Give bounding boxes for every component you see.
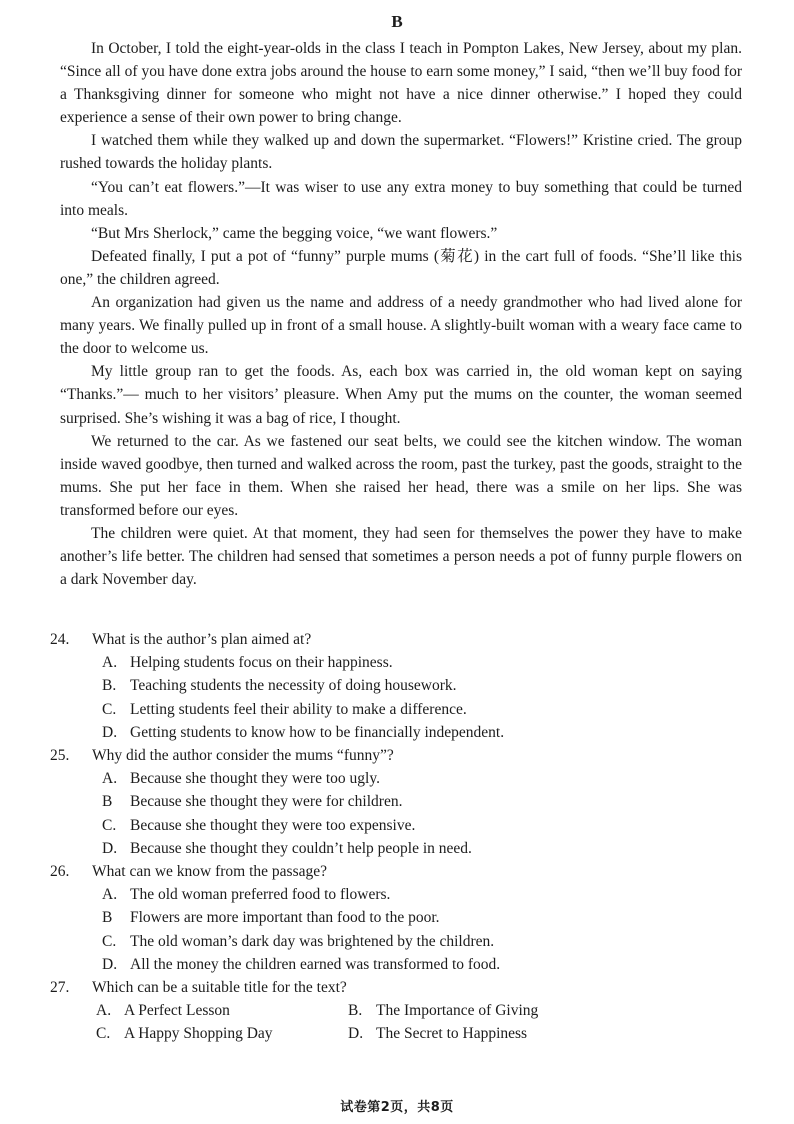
option-a[interactable] [102,767,750,790]
option-text: The Secret to Happiness [376,1025,528,1043]
option-letter: C. [102,816,117,834]
option-letter: C. [102,700,117,718]
question-number: 25. [50,747,70,765]
option-text: Because she thought they were too expensive. [130,816,416,834]
question-stem [50,860,750,883]
option-a[interactable] [102,883,750,906]
question-stem [50,976,750,999]
option-a[interactable] [96,999,348,1022]
option-list [50,767,750,860]
option-b[interactable] [102,790,750,813]
passage-paragraph: Defeated finally, I put a pot of “funny” purple mums (菊花) in the cart full of foods. “She’ll like this one,” the children agreed. [60,247,742,288]
passage-paragraph: “You can’t eat flowers.”—It was wiser to use any extra money to buy something that could be turned into meals. [60,178,742,219]
passage-paragraph: An organization had given us the name and address of a needy grandmother who had lived alone for many years. We finally pulled up in front of a small house. A slightly-built woman with a weary face came to the door to welcome us. [60,294,742,358]
option-b[interactable] [348,999,608,1022]
option-list [50,651,750,744]
section-title: B [391,12,403,31]
option-letter: A. [102,886,118,904]
option-text: The old woman’s dark day was brightened by the children. [130,932,495,950]
option-a[interactable] [102,651,750,674]
passage-paragraph: “But Mrs Sherlock,” came the begging voice, “we want flowers.” [91,224,498,242]
option-text: Because she thought they were too ugly. [130,770,380,788]
question-text: Which can be a suitable title for the text? [92,979,347,997]
option-letter: D. [348,1025,364,1043]
option-c[interactable] [96,1022,348,1045]
question-26 [50,860,750,976]
option-d[interactable] [102,837,750,860]
option-grid [50,999,750,1045]
question-stem [50,744,750,767]
option-d[interactable] [102,721,750,744]
passage-paragraph: We returned to the car. As we fastened our seat belts, we could see the kitchen window. The woman inside waved goodbye, then turned and walked across the room, past the turkey, past the goods, straight to the mums. She put her face in them. When she raised her head, there was a smile on her lips. She was transformed before our eyes. [60,432,742,519]
question-stem [50,628,750,651]
option-letter: B [102,909,113,927]
option-c[interactable] [102,698,750,721]
option-d[interactable] [102,953,750,976]
option-text: Teaching students the necessity of doing housework. [130,677,457,695]
option-text: Letting students feel their ability to make a difference. [130,700,467,718]
page-footer: 试卷第2页，共8页 [340,1100,454,1115]
option-text: The Importance of Giving [376,1002,539,1020]
option-letter: D. [102,723,118,741]
option-text: Flowers are more important than food to the poor. [130,909,440,927]
question-25 [50,744,750,860]
option-b[interactable] [102,674,750,697]
option-letter: B. [102,677,117,695]
option-letter: C. [102,932,117,950]
option-text: Because she thought they couldn’t help people in need. [130,839,472,857]
reading-passage [60,37,742,591]
option-d[interactable] [348,1022,608,1045]
option-letter: A. [102,770,118,788]
question-number: 26. [50,863,70,881]
option-letter: D. [102,839,118,857]
option-text: All the money the children earned was transformed to food. [130,955,501,973]
option-text: Getting students to know how to be financially independent. [130,723,505,741]
option-letter: D. [102,955,118,973]
option-letter: C. [96,1025,111,1043]
option-list [50,883,750,976]
question-number: 27. [50,979,70,997]
option-text: A Happy Shopping Day [124,1025,273,1043]
option-c[interactable] [102,930,750,953]
option-letter: B. [348,1002,363,1020]
option-c[interactable] [102,814,750,837]
option-b[interactable] [102,906,750,929]
question-27 [50,976,750,1046]
option-text: Because she thought they were for children. [130,793,403,811]
question-text: What can we know from the passage? [92,863,327,881]
option-text: Helping students focus on their happiness. [130,654,393,672]
passage-paragraph: In October, I told the eight-year-olds in the class I teach in Pompton Lakes, New Jersey, about my plan. “Since all of you have done extra jobs around the house to earn some money,” I said, “then we’ll buy food for a Thanksgiving dinner for someone who might not have a nice dinner otherwise.” I hoped they could experience a sense of their own power to bring change. [60,40,742,127]
question-24 [50,628,750,744]
question-list [50,628,750,1046]
option-letter: A. [102,654,118,672]
passage-paragraph: I watched them while they walked up and down the supermarket. “Flowers!” Kristine cried. The group rushed towards the holiday plants. [60,132,742,173]
option-text: The old woman preferred food to flowers. [130,886,391,904]
question-text: What is the author’s plan aimed at? [92,631,312,648]
question-text: Why did the author consider the mums “funny”? [92,747,394,765]
option-text: A Perfect Lesson [124,1002,230,1020]
passage-paragraph: My little group ran to get the foods. As, each box was carried in, the old woman kept on saying “Thanks.”— much to her visitors’ pleasure. When Amy put the mums on the counter, the woman seemed surprised. She’s wishing it was a bag of rice, I thought. [60,363,742,427]
option-letter: A. [96,1002,112,1020]
question-number: 24. [50,631,70,648]
option-letter: B [102,793,113,811]
passage-paragraph: The children were quiet. At that moment, they had seen for themselves the power they have to make another’s life better. The children had sensed that sometimes a person needs a pot of funny purple flowers on a dark November day. [60,524,742,589]
